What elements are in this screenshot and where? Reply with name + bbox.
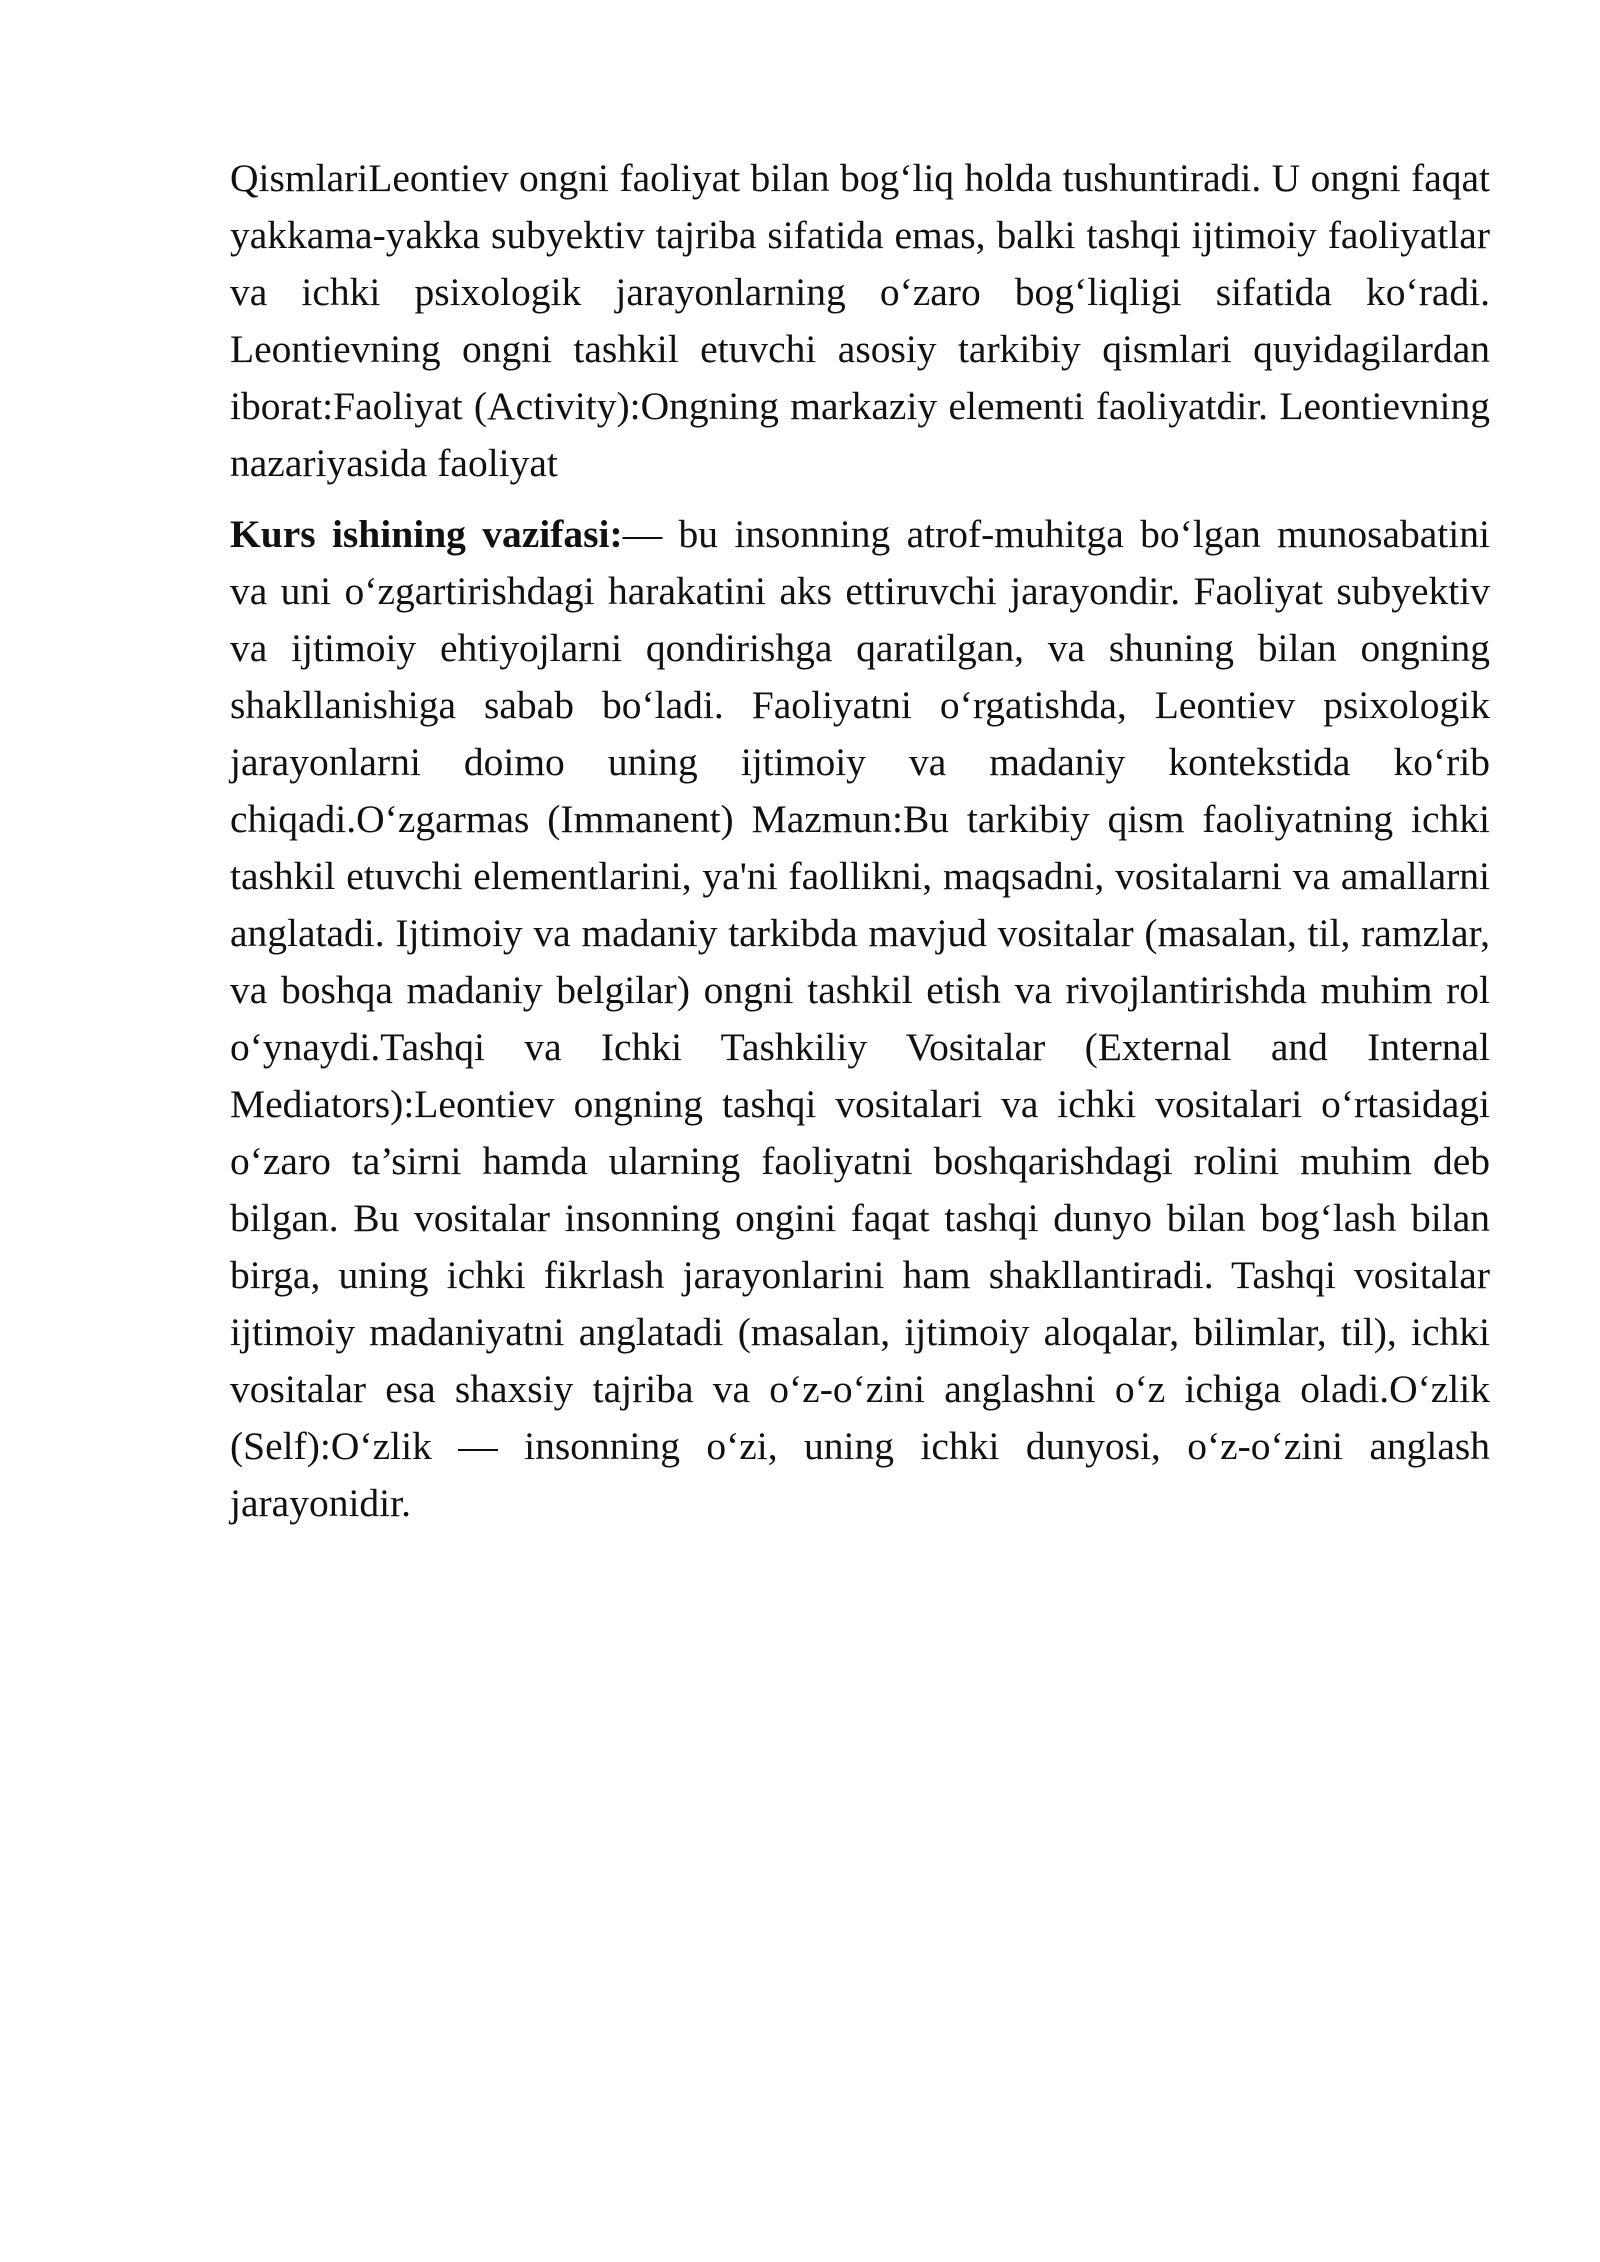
paragraph-2-text: — bu insonning atrof-muhitga bo‘lgan munosabatini va uni o‘zgartirishdagi harakatini aks ettiruvchi jarayondir. Faoliyat subyektiv va ijtimoiy ehtiyojlarni qondirishga qaratilgan, va shuning bilan ongning shakllanishiga sabab bo‘ladi. Faoliyatni o‘rgatishda, Leontiev psixologik jarayonlarni doimo uning ijtimoiy va madaniy kontekstida ko‘rib chiqadi.O‘zgarmas (Immanent) Mazmun:Bu tarkibiy qism faoliyatning ichki tashkil etuvchi elementlarini, ya'ni faollikni, maqsadni, vositalarni va amallarni anglatadi. Ijtimoiy va madaniy tarkibda mavjud vositalar (masalan, til, ramzlar, va boshqa madaniy belgilar) ongni tashkil etish va rivojlantirishda muhim rol o‘ynaydi.Tashqi va Ichki Tashkiliy Vositalar (External and Internal Mediators):Leontiev ongning tashqi vositalari va ichki vositalari o‘rtasidagi o‘zaro ta’sirni hamda ularning faoliyatni boshqarishdagi rolini muhim deb bilgan. Bu vositalar insonning ongini faqat tashqi dunyo bilan bog‘lash bilan birga, uning ichki fikrlash jarayonlarini ham shakllantiradi. Tashqi vositalar ijtimoiy madaniyatni anglatadi (masalan, ijtimoiy aloqalar, bilimlar, til), ichki vositalar esa shaxsiy tajriba va o‘z-o‘zini anglashni o‘z ichiga oladi.O‘zlik (Self):O‘zlik — insonning o‘zi, uning ichki dunyosi, o‘z-o‘zini anglash jarayonidir. bbox=[230, 512, 1490, 1525]
paragraph-2 bbox=[230, 506, 1490, 1532]
paragraph-2-heading: Kurs ishining vazifasi: bbox=[230, 512, 623, 556]
document-body bbox=[230, 150, 1490, 1532]
paragraph-1 bbox=[230, 150, 1490, 492]
paragraph-1-text: QismlariLeontiev ongni faoliyat bilan bog‘liq holda tushuntiradi. U ongni faqat yakkama-yakka subyektiv tajriba sifatida emas, balki tashqi ijtimoiy faoliyatlar va ichki psixologik jarayonlarning o‘zaro bog‘liqligi sifatida ko‘radi. Leontievning ongni tashkil etuvchi asosiy tarkibiy qismlari quyidagilardan iborat:Faoliyat (Activity):Ongning markaziy elementi faoliyatdir. Leontievning nazariyasida faoliyat bbox=[230, 156, 1490, 485]
